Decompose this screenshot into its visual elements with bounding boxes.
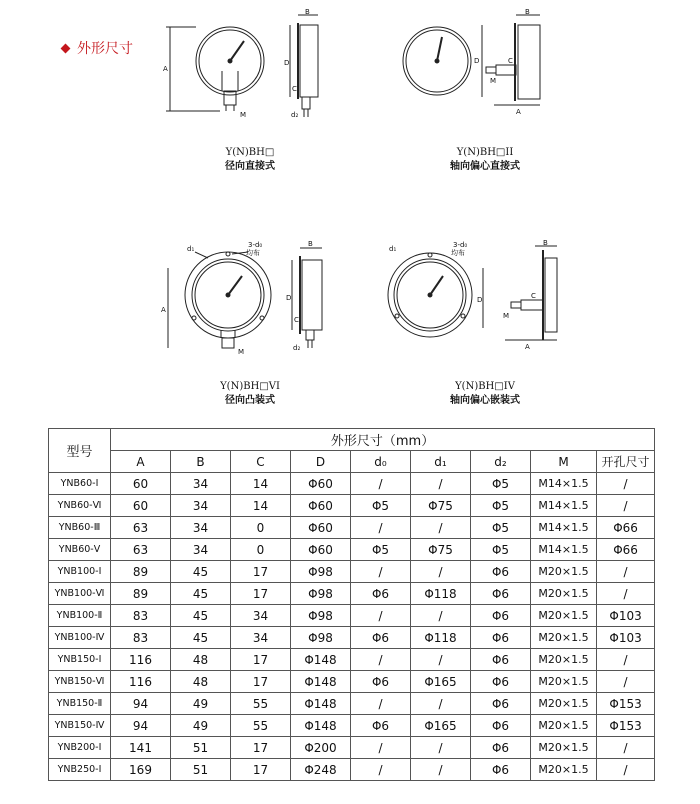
- drawing-axial-eccentric-direct: [390, 5, 570, 130]
- table-cell: Φ6: [351, 715, 411, 737]
- table-cell: /: [597, 583, 655, 605]
- caption-4: [410, 380, 560, 408]
- table-cell: Φ75: [411, 495, 471, 517]
- table-cell: 89: [111, 561, 171, 583]
- table-cell: /: [411, 473, 471, 495]
- label-d: D: [286, 294, 292, 302]
- table-row: [49, 473, 655, 495]
- table-cell: M20×1.5: [531, 737, 597, 759]
- table-cell: Φ6: [471, 715, 531, 737]
- label-d1: d₁: [389, 245, 397, 253]
- drawing-radial-flange: [160, 238, 350, 363]
- table-cell: /: [597, 495, 655, 517]
- label-m: M: [240, 111, 247, 119]
- table-cell: 17: [231, 649, 291, 671]
- table-cell: 51: [171, 759, 231, 781]
- table-cell: Φ6: [471, 561, 531, 583]
- table-cell: /: [351, 737, 411, 759]
- table-row: [49, 671, 655, 693]
- caption-1-code: Y(N)BH□: [225, 147, 275, 158]
- table-cell: 63: [111, 517, 171, 539]
- table-cell: Φ148: [291, 715, 351, 737]
- table-row: [49, 561, 655, 583]
- table-cell: Φ200: [291, 737, 351, 759]
- label-a: A: [163, 65, 168, 73]
- table-cell: M20×1.5: [531, 671, 597, 693]
- section-title: [62, 38, 133, 58]
- table-cell: Φ5: [351, 539, 411, 561]
- table-cell: /: [351, 649, 411, 671]
- label-a: A: [525, 343, 530, 351]
- table-cell: 48: [171, 671, 231, 693]
- table-cell: Φ6: [351, 671, 411, 693]
- table-cell: 89: [111, 583, 171, 605]
- table-cell: M20×1.5: [531, 759, 597, 781]
- table-cell: 45: [171, 561, 231, 583]
- model-cell: YNB200-Ⅰ: [49, 737, 111, 759]
- model-cell: YNB150-Ⅰ: [49, 649, 111, 671]
- table-cell: /: [351, 605, 411, 627]
- drawing-axial-eccentric-panel: [385, 238, 575, 363]
- model-cell: YNB250-Ⅰ: [49, 759, 111, 781]
- model-cell: YNB100-Ⅵ: [49, 583, 111, 605]
- table-cell: M20×1.5: [531, 715, 597, 737]
- label-c: C: [292, 85, 297, 93]
- table-cell: Φ248: [291, 759, 351, 781]
- table-cell: Φ6: [351, 583, 411, 605]
- table-cell: Φ5: [471, 473, 531, 495]
- table-cell: 60: [111, 495, 171, 517]
- label-a: A: [516, 108, 521, 116]
- table-cell: 34: [171, 495, 231, 517]
- table-cell: Φ6: [471, 649, 531, 671]
- table-cell: M14×1.5: [531, 539, 597, 561]
- label-d2: d₂: [293, 344, 301, 352]
- table-cell: 55: [231, 715, 291, 737]
- table-cell: Φ98: [291, 627, 351, 649]
- table-cell: Φ153: [597, 693, 655, 715]
- column-header: d₁: [411, 451, 471, 473]
- table-cell: 14: [231, 473, 291, 495]
- table-row: [49, 649, 655, 671]
- table-row: [49, 759, 655, 781]
- table-cell: 34: [171, 517, 231, 539]
- caption-3: [180, 380, 320, 408]
- label-holes-note: 均布: [451, 249, 465, 257]
- table-cell: /: [351, 517, 411, 539]
- table-cell: 45: [171, 605, 231, 627]
- caption-3-name: 径向凸装式: [225, 395, 275, 406]
- table-cell: Φ5: [351, 495, 411, 517]
- table-cell: Φ103: [597, 627, 655, 649]
- label-c: C: [294, 316, 299, 324]
- table-cell: 49: [171, 715, 231, 737]
- table-cell: /: [351, 759, 411, 781]
- caption-2: [410, 146, 560, 174]
- column-header: d₀: [351, 451, 411, 473]
- model-header: 型号: [49, 429, 111, 473]
- table-cell: /: [411, 759, 471, 781]
- model-cell: YNB100-Ⅰ: [49, 561, 111, 583]
- table-cell: Φ148: [291, 671, 351, 693]
- table-cell: M20×1.5: [531, 649, 597, 671]
- table-cell: Φ66: [597, 539, 655, 561]
- column-header: d₂: [471, 451, 531, 473]
- table-cell: 94: [111, 693, 171, 715]
- table-row: [49, 583, 655, 605]
- caption-2-code: Y(N)BH□II: [456, 147, 514, 158]
- table-cell: Φ6: [471, 693, 531, 715]
- table-cell: M14×1.5: [531, 473, 597, 495]
- dimensions-header: 外形尺寸（mm）: [111, 429, 655, 451]
- table-cell: Φ60: [291, 473, 351, 495]
- table-cell: Φ118: [411, 583, 471, 605]
- table-cell: 17: [231, 759, 291, 781]
- table-cell: M20×1.5: [531, 583, 597, 605]
- table-cell: 55: [231, 693, 291, 715]
- table-cell: 51: [171, 737, 231, 759]
- table-cell: 17: [231, 561, 291, 583]
- column-header: B: [171, 451, 231, 473]
- table-cell: 45: [171, 627, 231, 649]
- diamond-bullet-icon: [61, 43, 71, 53]
- table-cell: 83: [111, 605, 171, 627]
- label-m: M: [238, 348, 245, 356]
- table-cell: M20×1.5: [531, 561, 597, 583]
- caption-1-name: 径向直接式: [225, 161, 275, 172]
- section-title-text: 外形尺寸: [77, 41, 133, 57]
- table-cell: /: [597, 473, 655, 495]
- caption-4-code: Y(N)BH□IV: [455, 381, 515, 392]
- table-cell: 34: [231, 627, 291, 649]
- table-cell: 83: [111, 627, 171, 649]
- table-cell: 141: [111, 737, 171, 759]
- label-c: C: [531, 292, 536, 300]
- table-row: [49, 693, 655, 715]
- table-cell: Φ6: [471, 671, 531, 693]
- label-holes: 3-d₀: [248, 241, 263, 249]
- table-cell: 17: [231, 737, 291, 759]
- column-header: A: [111, 451, 171, 473]
- table-cell: /: [411, 517, 471, 539]
- model-cell: YNB100-Ⅳ: [49, 627, 111, 649]
- model-cell: YNB150-Ⅳ: [49, 715, 111, 737]
- label-b: B: [308, 240, 313, 248]
- model-cell: YNB150-Ⅵ: [49, 671, 111, 693]
- table-cell: 45: [171, 583, 231, 605]
- table-cell: 14: [231, 495, 291, 517]
- table-cell: M14×1.5: [531, 517, 597, 539]
- table-cell: Φ98: [291, 583, 351, 605]
- model-cell: YNB150-Ⅱ: [49, 693, 111, 715]
- dimension-table: [48, 428, 655, 781]
- table-cell: Φ153: [597, 715, 655, 737]
- table-cell: Φ6: [471, 737, 531, 759]
- table-cell: 94: [111, 715, 171, 737]
- table-body: [49, 473, 655, 781]
- table-row: [49, 627, 655, 649]
- caption-3-code: Y(N)BH□VI: [220, 381, 280, 392]
- table-cell: Φ6: [471, 583, 531, 605]
- label-b: B: [543, 239, 548, 247]
- table-cell: Φ148: [291, 693, 351, 715]
- table-cell: /: [411, 649, 471, 671]
- table-cell: 169: [111, 759, 171, 781]
- label-m: M: [490, 77, 497, 85]
- label-holes-note: 均布: [246, 249, 260, 257]
- table-cell: /: [351, 473, 411, 495]
- table-cell: Φ6: [471, 759, 531, 781]
- table-cell: Φ6: [471, 605, 531, 627]
- table-cell: Φ148: [291, 649, 351, 671]
- model-cell: YNB60-Ⅵ: [49, 495, 111, 517]
- column-header-row: [49, 451, 655, 473]
- table-cell: 34: [171, 539, 231, 561]
- label-d: D: [477, 296, 483, 304]
- table-row: [49, 737, 655, 759]
- table-cell: 34: [171, 473, 231, 495]
- table-cell: 63: [111, 539, 171, 561]
- table-cell: Φ165: [411, 671, 471, 693]
- table-cell: 49: [171, 693, 231, 715]
- table-cell: /: [411, 737, 471, 759]
- label-c: C: [508, 57, 513, 65]
- table-cell: /: [351, 693, 411, 715]
- table-cell: 0: [231, 517, 291, 539]
- table-cell: Φ98: [291, 561, 351, 583]
- table-cell: /: [411, 561, 471, 583]
- table-cell: /: [597, 561, 655, 583]
- label-b: B: [305, 8, 310, 16]
- table-row: [49, 495, 655, 517]
- model-cell: YNB100-Ⅱ: [49, 605, 111, 627]
- column-header: 开孔尺寸: [597, 451, 655, 473]
- label-a: A: [161, 306, 166, 314]
- label-d: D: [474, 57, 480, 65]
- table-cell: Φ118: [411, 627, 471, 649]
- table-cell: Φ75: [411, 539, 471, 561]
- column-header: C: [231, 451, 291, 473]
- model-cell: YNB60-Ⅰ: [49, 473, 111, 495]
- model-cell: YNB60-Ⅲ: [49, 517, 111, 539]
- table-cell: /: [411, 693, 471, 715]
- table-cell: 60: [111, 473, 171, 495]
- table-cell: M20×1.5: [531, 627, 597, 649]
- table-cell: /: [411, 605, 471, 627]
- model-cell: YNB60-Ⅴ: [49, 539, 111, 561]
- table-cell: Φ103: [597, 605, 655, 627]
- table-cell: 17: [231, 583, 291, 605]
- table-cell: Φ5: [471, 517, 531, 539]
- table-cell: Φ60: [291, 517, 351, 539]
- table-cell: 17: [231, 671, 291, 693]
- table-cell: M20×1.5: [531, 605, 597, 627]
- label-b: B: [525, 8, 530, 16]
- table-row: [49, 539, 655, 561]
- table-cell: /: [597, 671, 655, 693]
- table-cell: Φ5: [471, 539, 531, 561]
- table-row: [49, 715, 655, 737]
- caption-4-name: 轴向偏心嵌装式: [450, 395, 520, 406]
- label-holes: 3-d₀: [453, 241, 468, 249]
- table-cell: Φ165: [411, 715, 471, 737]
- table-cell: Φ60: [291, 495, 351, 517]
- caption-2-name: 轴向偏心直接式: [450, 161, 520, 172]
- caption-1: [180, 146, 320, 174]
- table-cell: 34: [231, 605, 291, 627]
- table-cell: 116: [111, 671, 171, 693]
- table-cell: Φ6: [471, 627, 531, 649]
- table-cell: Φ6: [351, 627, 411, 649]
- table-cell: Φ5: [471, 495, 531, 517]
- label-d1: d₁: [187, 245, 195, 253]
- label-d2: d₂: [291, 111, 299, 119]
- column-header: D: [291, 451, 351, 473]
- table-cell: 0: [231, 539, 291, 561]
- label-m: M: [503, 312, 510, 320]
- table-cell: Φ60: [291, 539, 351, 561]
- table-cell: 48: [171, 649, 231, 671]
- table-row: [49, 517, 655, 539]
- table-cell: /: [351, 561, 411, 583]
- drawing-radial-direct: [160, 5, 340, 130]
- table-cell: /: [597, 737, 655, 759]
- label-d: D: [284, 59, 290, 67]
- table-cell: /: [597, 649, 655, 671]
- table-cell: 116: [111, 649, 171, 671]
- table-cell: M20×1.5: [531, 693, 597, 715]
- table-cell: Φ98: [291, 605, 351, 627]
- table-cell: /: [597, 759, 655, 781]
- table-row: [49, 605, 655, 627]
- column-header: M: [531, 451, 597, 473]
- table-cell: Φ66: [597, 517, 655, 539]
- table-cell: M14×1.5: [531, 495, 597, 517]
